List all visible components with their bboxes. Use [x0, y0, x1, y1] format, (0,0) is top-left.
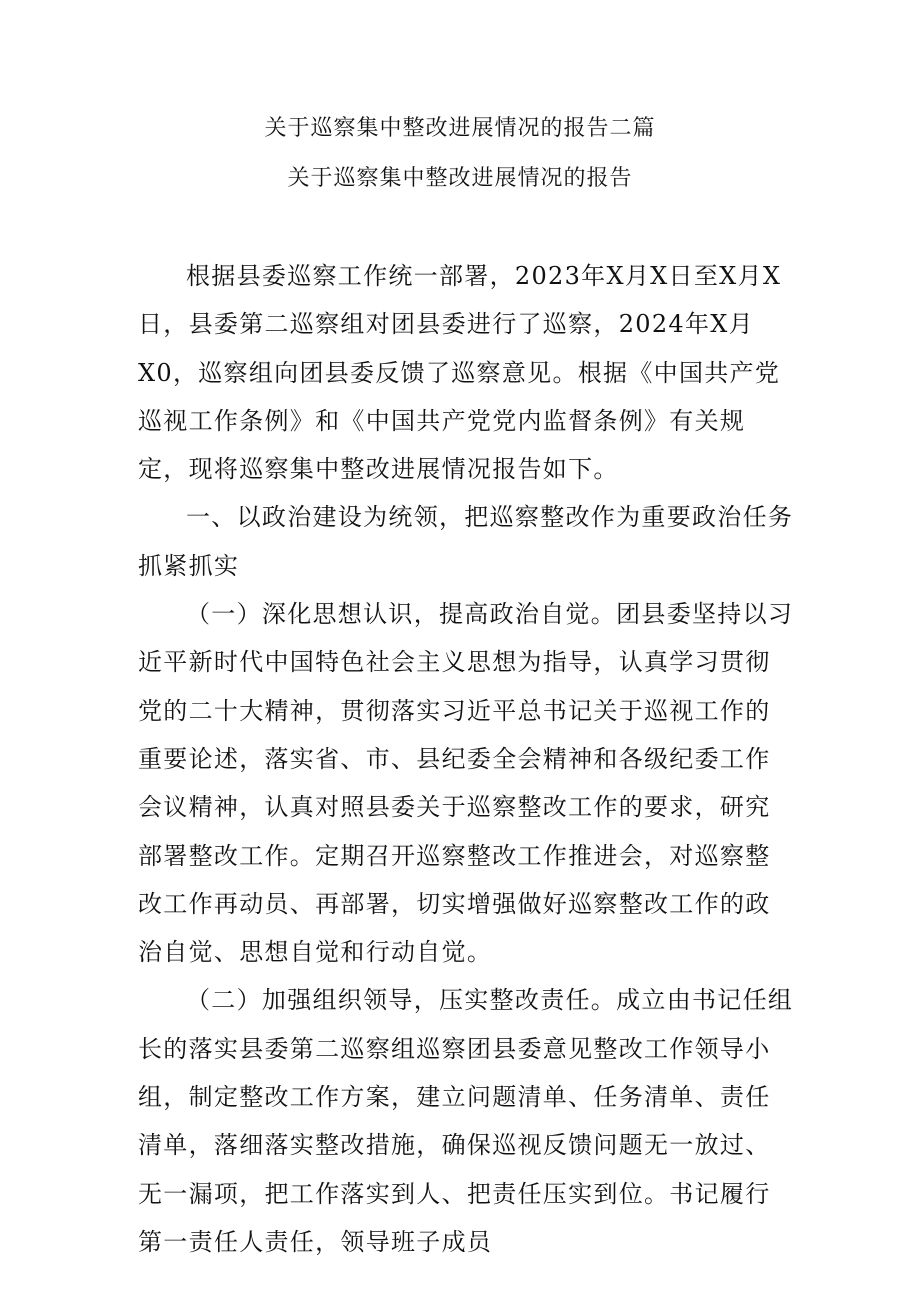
paragraph-subsection-1: （一）深化思想认识，提高政治自觉。团县委坚持以习近平新时代中国特色社会主义思想为指导，认真学习贯彻党的二十大精神，贯彻落实习近平总书记关于巡视工作的重要论述，落实省、市、县纪委全会精神和各级纪委工作会议精神，认真对照县委关于巡察整改工作的要求，研究部署整改工作。定期召开巡察整改工作推进会，对巡察整改工作再动员、再部署，切实增强做好巡察整改工作的政治自觉、思想自觉和行动自觉。 [138, 600, 794, 967]
paragraph-intro: 根据县委巡察工作统一部署，2023年X月X日至X月X日，县委第二巡察组对团县委进行了巡察，2024年X月X0，巡察组向团县委反馈了巡察意见。根据《中国共产党巡视工作条例》和《中国共产党党内监督条例》有关规定，现将巡察集中整改进展情况报告如下。 [138, 262, 782, 484]
document-title-sub: 关于巡察集中整改进展情况的报告 [287, 166, 633, 191]
document-body [138, 252, 795, 1266]
paragraph-subsection-2: （二）加强组织领导，压实整改责任。成立由书记任组长的落实县委第二巡察组巡察团县委意见整改工作领导小组，制定整改工作方案，建立问题清单、任务清单、责任清单，落细落实整改措施，确保巡视反馈问题无一放过、无一漏项，把工作落实到人、把责任压实到位。书记履行第一责任人责任，领导班子成员 [138, 986, 794, 1256]
document-title-main: 关于巡察集中整改进展情况的报告二篇 [264, 116, 656, 141]
section-heading-1: 一、以政治建设为统领，把巡察整改作为重要政治任务抓紧抓实 [138, 503, 794, 580]
